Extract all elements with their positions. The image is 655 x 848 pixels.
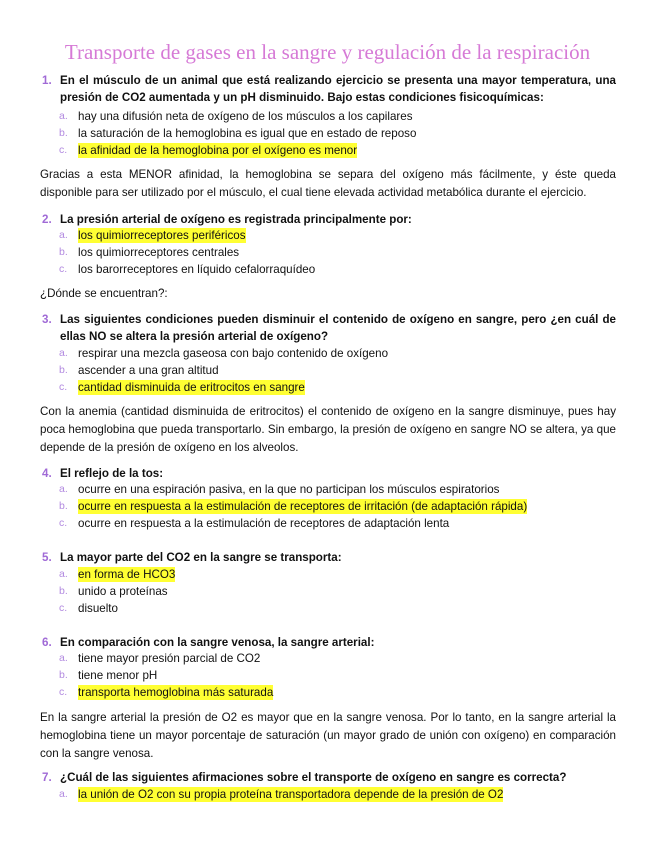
question-text: La mayor parte del CO2 en la sangre se transporta: bbox=[60, 551, 342, 564]
question-text: En el músculo de un animal que está realizando ejercicio se presenta una mayor temperatura, una presión de CO2 aumentada y un pH disminuido. Bajo estas condiciones fisicoquímicas: bbox=[60, 74, 616, 104]
option-text: tiene mayor presión parcial de CO2 bbox=[78, 652, 261, 665]
question-number: 7. bbox=[42, 771, 52, 784]
option-letter: a. bbox=[59, 568, 68, 580]
question-5 bbox=[42, 549, 616, 566]
question-text: Las siguientes condiciones pueden disminuir el contenido de oxígeno en sangre, pero ¿en cuál de ellas NO se altera la presión arterial de oxígeno? bbox=[60, 313, 616, 343]
option-text: la saturación de la hemoglobina es igual que en estado de reposo bbox=[78, 127, 417, 140]
option-letter: b. bbox=[59, 364, 68, 376]
option-text: ascender a una gran altitud bbox=[78, 364, 219, 377]
question-number: 2. bbox=[42, 213, 52, 226]
option-5b bbox=[59, 584, 168, 599]
document-title: Transporte de gases en la sangre y regulación de la respiración bbox=[64, 40, 591, 64]
option-2b bbox=[59, 245, 240, 260]
explanation-1: Gracias a esta MENOR afinidad, la hemoglobina se separa del oxígeno más fácilmente, y éste queda disponible para ser utilizado por el músculo, el cual tiene elevada actividad metabólica durante el ejercicio. bbox=[40, 168, 616, 199]
option-letter: c. bbox=[59, 144, 68, 156]
option-letter: b. bbox=[59, 669, 68, 681]
question-6 bbox=[42, 634, 616, 651]
option-letter: a. bbox=[59, 229, 68, 241]
option-3c bbox=[59, 380, 305, 395]
option-text: respirar una mezcla gaseosa con bajo contenido de oxígeno bbox=[78, 347, 389, 360]
option-letter: a. bbox=[59, 788, 68, 800]
option-letter: b. bbox=[59, 585, 68, 597]
explanation-2: ¿Dónde se encuentran?: bbox=[40, 287, 168, 300]
option-letter: c. bbox=[59, 686, 68, 698]
option-text: ocurre en respuesta a la estimulación de receptores de irritación (de adaptación rápida) bbox=[78, 500, 528, 513]
option-letter: a. bbox=[59, 347, 68, 359]
option-letter: b. bbox=[59, 246, 68, 258]
question-number: 1. bbox=[42, 74, 52, 87]
option-text: en forma de HCO3 bbox=[78, 568, 176, 581]
question-3 bbox=[42, 311, 616, 345]
explanation-3: Con la anemia (cantidad disminuida de eritrocitos) el contenido de oxígeno en la sangre disminuye, pues hay poca hemoglobina que pueda transportarlo. Sin embargo, la presión de oxígeno en sangre NO se altera, ya que depende de la presión de oxígeno en los alveolos. bbox=[40, 405, 616, 454]
option-text: transporta hemoglobina más saturada bbox=[78, 686, 274, 699]
option-letter: c. bbox=[59, 517, 68, 529]
question-number: 6. bbox=[42, 636, 52, 649]
question-7 bbox=[42, 769, 616, 786]
question-text: ¿Cuál de las siguientes afirmaciones sobre el transporte de oxígeno en sangre es correcta? bbox=[60, 771, 567, 784]
option-letter: c. bbox=[59, 602, 68, 614]
option-6b bbox=[59, 668, 158, 683]
question-number: 3. bbox=[42, 313, 52, 326]
option-text: hay una difusión neta de oxígeno de los músculos a los capilares bbox=[78, 110, 413, 123]
option-1c bbox=[59, 143, 358, 158]
option-4a bbox=[59, 482, 500, 497]
option-4b bbox=[59, 499, 528, 514]
question-text: En comparación con la sangre venosa, la sangre arterial: bbox=[60, 636, 375, 649]
option-text: cantidad disminuida de eritrocitos en sangre bbox=[78, 381, 305, 394]
option-text: los quimiorreceptores centrales bbox=[78, 246, 240, 259]
question-number: 5. bbox=[42, 551, 52, 564]
option-text: los barorreceptores en líquido cefalorraquídeo bbox=[78, 263, 316, 276]
option-6c bbox=[59, 685, 274, 700]
option-5a bbox=[59, 567, 176, 582]
option-letter: a. bbox=[59, 652, 68, 664]
option-text: la unión de O2 con su propia proteína transportadora depende de la presión de O2 bbox=[78, 788, 504, 801]
option-4c bbox=[59, 516, 450, 531]
option-letter: a. bbox=[59, 110, 68, 122]
option-1b bbox=[59, 126, 417, 141]
question-text: La presión arterial de oxígeno es registrada principalmente por: bbox=[60, 213, 412, 226]
option-letter: c. bbox=[59, 381, 68, 393]
option-3a bbox=[59, 346, 389, 361]
option-letter: b. bbox=[59, 127, 68, 139]
option-letter: a. bbox=[59, 483, 68, 495]
question-number: 4. bbox=[42, 467, 52, 480]
option-6a bbox=[59, 651, 261, 666]
option-text: los quimiorreceptores periféricos bbox=[78, 229, 246, 242]
option-text: tiene menor pH bbox=[78, 669, 158, 682]
question-2 bbox=[42, 211, 616, 228]
option-2c bbox=[59, 262, 316, 277]
option-text: ocurre en una espiración pasiva, en la que no participan los músculos espiratorios bbox=[78, 483, 500, 496]
option-text: la afinidad de la hemoglobina por el oxígeno es menor bbox=[78, 144, 358, 157]
option-text: ocurre en respuesta a la estimulación de receptores de adaptación lenta bbox=[78, 517, 450, 530]
question-1 bbox=[42, 72, 616, 106]
question-4 bbox=[42, 465, 616, 482]
option-7a bbox=[59, 787, 504, 802]
option-text: disuelto bbox=[78, 602, 118, 615]
option-1a bbox=[59, 109, 413, 124]
option-5c bbox=[59, 601, 118, 616]
option-2a bbox=[59, 228, 246, 243]
option-text: unido a proteínas bbox=[78, 585, 168, 598]
option-letter: b. bbox=[59, 500, 68, 512]
question-text: El reflejo de la tos: bbox=[60, 467, 164, 480]
option-3b bbox=[59, 363, 219, 378]
option-letter: c. bbox=[59, 263, 68, 275]
explanation-6: En la sangre arterial la presión de O2 es mayor que en la sangre venosa. Por lo tanto, en la sangre arterial la hemoglobina tiene un mayor porcentaje de saturación (un mayor grado de unión con oxígeno) en comparación con la sangre venosa. bbox=[40, 711, 616, 760]
